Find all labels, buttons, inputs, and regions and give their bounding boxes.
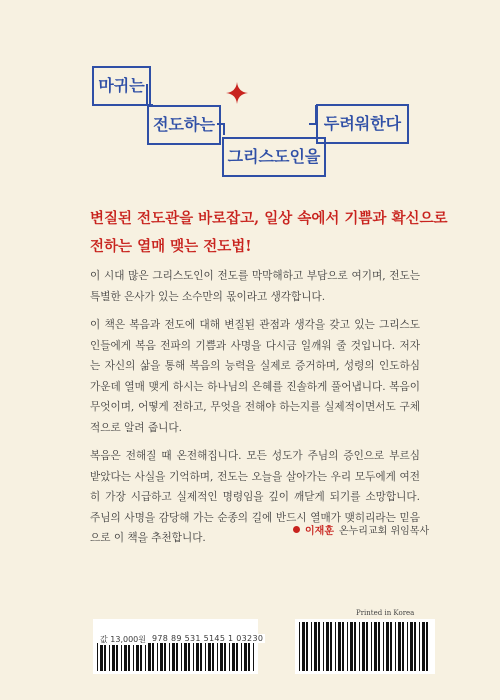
barcode-bar [359,622,360,671]
barcode-bar [323,622,324,671]
headline-line-1: 변질된 전도관을 바로잡고, 일상 속에서 기쁨과 확신으로 [90,210,448,227]
barcode-bar [181,643,182,671]
recommender-title: 온누리교회 위임목사 [338,526,430,537]
paragraph: 복음은 전해질 때 온전해집니다. 모든 성도가 주님의 증인으로 부르심 받았다는 사실을 기억하며, 전도는 오늘을 살아가는 우리 모두에게 여전히 가장 시급하고 실제적인 명령임을 깊이 깨닫게 되기를 소망합니다. 주님의 사명을 감당해 가는 순종의 길에 반드시 열매가 맺히리라는 믿음으로 이 책을 추천합니다. [90,450,420,544]
barcode-bar [109,643,110,671]
barcode-bar [217,643,218,671]
barcode-bar [124,643,127,671]
addon-barcode [295,619,435,674]
barcode-bar [398,622,401,671]
barcode-bar [311,622,312,671]
barcode-bar [224,643,226,671]
sparkle-icon [226,82,248,104]
barcode-bar [208,643,211,671]
barcode-bar [253,643,254,671]
barcode-bar [378,622,380,671]
barcode-bar [200,643,202,671]
barcode-bar [205,643,206,671]
barcode-bar [116,643,118,671]
recommender-name: 이재훈 [305,526,334,537]
barcode-bar [188,643,190,671]
isbn-number: 978 89 531 5145 1 03230 [152,634,264,643]
barcode-bar [136,643,139,671]
headline-line-2: 전하는 열매 맺는 전도법! [90,238,252,255]
barcode-bar [314,622,317,671]
barcode-bar [229,643,230,671]
barcode-bar [419,622,420,671]
headline [90,205,448,261]
isbn-barcode [93,619,258,674]
barcode-bar [362,622,365,671]
barcode-bar [410,622,413,671]
barcode-bar [157,643,158,671]
barcode-bar [299,622,300,671]
printed-in-label: Printed in Korea [356,609,415,617]
barcode-bar [241,643,242,671]
barcode-bar [232,643,235,671]
barcode-bar [374,622,377,671]
barcode-bar [354,622,356,671]
barcode-bar [184,643,187,671]
barcode-bar [306,622,308,671]
barcode-bar [112,643,115,671]
barcode-bar [160,643,163,671]
barcode-bar [395,622,396,671]
barcode-bar [383,622,384,671]
barcode-bar [212,643,214,671]
barcode-bar [302,622,305,671]
barcode-bar [100,643,103,671]
bullet-icon [293,526,300,533]
barcode-bar [318,622,320,671]
barcode-bar [145,643,146,671]
title-box-4: 그리스도인을 [222,137,326,177]
barcode-bar [244,643,247,671]
barcode-bar [104,643,106,671]
paragraph: 이 시대 많은 그리스도인이 전도를 막막해하고 부담으로 여기며, 전도는 특별한 은사가 있는 소수만의 몫이라고 생각합니다. [90,270,420,303]
barcode-bar [176,643,178,671]
barcode-bar [236,643,238,671]
barcode-bar [338,622,341,671]
barcode-bar [148,643,151,671]
price-label: 값 13,000원 [100,635,146,644]
barcode-bar [330,622,332,671]
barcode-bar [422,622,425,671]
title-box-2: 전도하는 [147,105,221,145]
barcode-bar [350,622,353,671]
barcode-bar [133,643,134,671]
barcode-bar [335,622,336,671]
barcode-bar [152,643,154,671]
title-box-3: 두려워한다 [316,104,409,144]
barcode-bar [347,622,348,671]
barcode-bar [390,622,392,671]
barcode-bar [97,643,98,671]
paragraph: 이 책은 복음과 전도에 대해 변질된 관점과 생각을 갖고 있는 그리스도인들에게 복음 전파의 기쁨과 사명을 다시금 일깨워 줄 것입니다. 저자는 자신의 삶을 통해 복음의 능력을 실제로 증거하며, 성령의 인도하심 가운데 열매 맺게 하시는 하나님의 은혜를 진솔하게 풀어냅니다. 복음이 무엇이며, 어떻게 전하고, 무엇을 전해야 하는지를 실제적이면서도 구체적으로 알려 줍니다. [90,319,420,434]
title-box-1: 마귀는 [92,66,151,106]
barcode-bar [248,643,250,671]
barcode-bar [193,643,194,671]
barcode-bar [172,643,175,671]
barcode-bar [342,622,344,671]
isbn-barcode-bars [93,619,258,674]
addon-barcode-bars [295,619,435,674]
recommender-signature [293,522,433,537]
barcode-bar [414,622,416,671]
barcode-bar [426,622,428,671]
barcode-bar [402,622,404,671]
recommendation-text [90,266,420,557]
barcode-bar [164,643,166,671]
barcode-bar [196,643,199,671]
barcode-bar [371,622,372,671]
barcode-bar [169,643,170,671]
barcode-bar [386,622,389,671]
barcode-bar [128,643,130,671]
barcode-bar [407,622,408,671]
barcode-bar [366,622,368,671]
barcode-bar [326,622,329,671]
barcode-bar [140,643,142,671]
barcode-bar [121,643,122,671]
barcode-bar [220,643,223,671]
